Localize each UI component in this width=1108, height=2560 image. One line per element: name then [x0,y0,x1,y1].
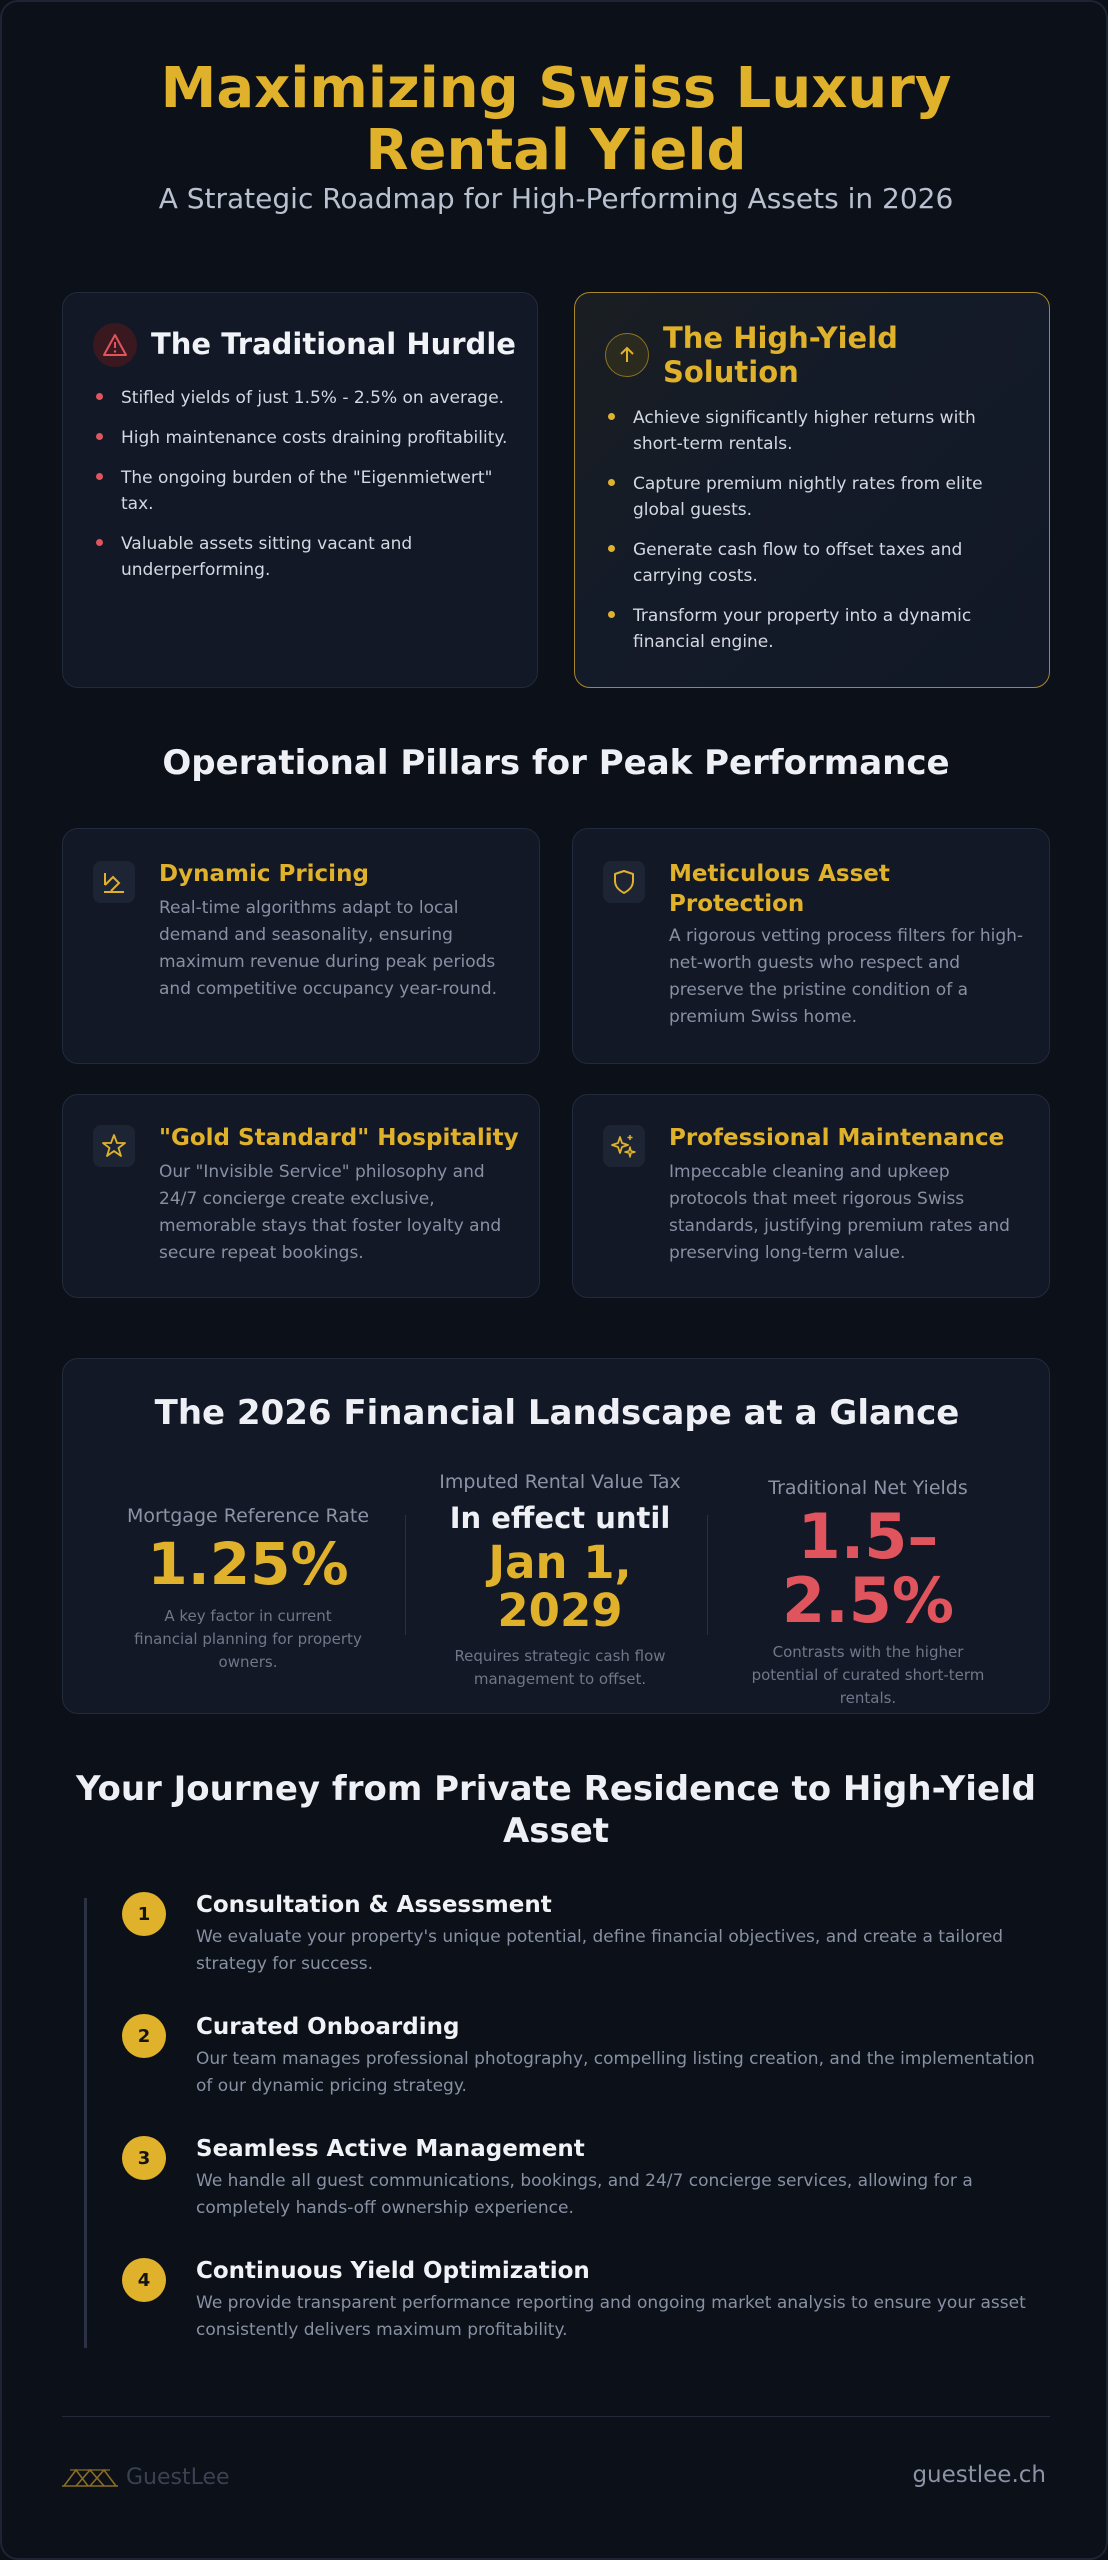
list-item: Capture premium nightly rates from elite global guests. [605,471,1025,523]
page-subtitle: A Strategic Roadmap for High-Performing Assets in 2026 [158,182,954,215]
footer-link[interactable]: guestlee.ch [912,2462,1046,2488]
stat-label: Mortgage Reference Rate [126,1505,370,1527]
sparkle-icon [603,1125,645,1167]
stat-tax [423,1471,697,1691]
pillar-body: A rigorous vetting process filters for high-net-worth guests who respect and preserve the pristine condition of a premium Swiss home. [669,926,1024,1027]
arrow-up-icon [605,333,649,377]
warning-icon [93,323,137,367]
journey-step [122,2136,1042,2236]
stat-label: Traditional Net Yields [768,1477,968,1499]
stat-value-line: 2029 [497,1584,623,1637]
pillar-card-protection [572,828,1050,1064]
stat-yields [723,1477,1013,1710]
step-body: Our team manages professional photography, compelling listing creation, and the implementation of our dynamic pricing strategy. [196,2049,1035,2096]
hurdle-card [62,292,538,688]
stat-label: Imputed Rental Value Tax [439,1471,681,1493]
journey-title [2,1768,1108,1852]
pricing-tag-icon [93,861,135,903]
solution-title: The High-Yield Solution [663,321,898,389]
financial-card [62,1358,1050,1714]
pillar-card-hospitality [62,1094,540,1298]
stat-value-line: Jan 1, [488,1536,632,1589]
step-body: We handle all guest communications, bookings, and 24/7 concierge services, allowing for a completely hands-off ownership experience. [196,2171,973,2218]
title-line-2: Rental Yield [365,118,747,183]
list-item: Achieve significantly higher returns with short-term rentals. [605,405,1025,457]
hurdle-list [93,385,523,597]
pillar-title: Meticulous Asset Protection [669,861,890,917]
step-number: 3 [122,2136,166,2180]
pillar-body: Impeccable cleaning and upkeep protocols that meet rigorous Swiss standards, justifying premium rates and preserving long-term value. [669,1162,1010,1263]
list-item: The ongoing burden of the "Eigenmietwert" tax. [93,465,523,517]
stat-value [423,1536,697,1637]
pillar-title: Dynamic Pricing [159,861,369,887]
stat-value-caption: In effect until [449,1501,671,1535]
footer-brand [62,2464,230,2490]
list-item: Stifled yields of just 1.5% - 2.5% on average. [93,385,523,411]
list-item: Transform your property into a dynamic financial engine. [605,603,1025,655]
solution-card [574,292,1050,688]
step-title: Continuous Yield Optimization [196,2258,590,2284]
pillar-body: Our "Invisible Service" philosophy and 24/7 concierge create exclusive, memorable stays that foster loyalty and secure repeat bookings. [159,1162,502,1263]
financial-title: The 2026 Financial Landscape at a Glance [154,1393,960,1433]
pillar-title: "Gold Standard" Hospitality [159,1125,519,1151]
journey-step [122,2258,1042,2358]
pillars-title: Operational Pillars for Peak Performance [162,743,950,783]
timeline-line [84,1898,87,2348]
hurdle-title: The Traditional Hurdle [151,327,516,361]
stat-value: 1.25% [147,1530,349,1598]
stat-divider [707,1515,708,1635]
step-title: Curated Onboarding [196,2014,460,2040]
stat-value [723,1500,1013,1637]
shield-icon [603,861,645,903]
stat-note: Requires strategic cash flow management to offset. [454,1647,666,1688]
list-item: Valuable assets sitting vacant and underperforming. [93,531,523,583]
list-item: Generate cash flow to offset taxes and carrying costs. [605,537,1025,589]
stat-value-line: 1.5– [797,1500,939,1573]
step-number: 2 [122,2014,166,2058]
journey-title-line-2: Asset [502,1811,610,1851]
pillar-body: Real-time algorithms adapt to local demand and seasonality, ensuring maximum revenue during peak periods and competitive occupancy year-round. [159,898,498,999]
stat-note: A key factor in current financial planning for property owners. [134,1607,362,1671]
step-number: 4 [122,2258,166,2302]
step-title: Consultation & Assessment [196,1892,552,1918]
solution-list [605,405,1025,669]
pillar-card-pricing [62,828,540,1064]
title-line-1: Maximizing Swiss Luxury [160,56,952,121]
step-body: We provide transparent performance reporting and ongoing market analysis to ensure your asset consistently delivers maximum profitability. [196,2293,1026,2340]
footer-divider [62,2416,1050,2417]
journey-step [122,2014,1042,2114]
journey-title-line-1: Your Journey from Private Residence to High-Yield [75,1769,1037,1809]
stat-mortgage [123,1505,373,1674]
step-title: Seamless Active Management [196,2136,585,2162]
brand-logo-icon [62,2464,118,2490]
brand-name: GuestLee [126,2464,230,2490]
step-body: We evaluate your property's unique potential, define financial objectives, and create a tailored strategy for success. [196,1927,1004,1974]
stat-value-line: 2.5% [782,1564,954,1637]
list-item: High maintenance costs draining profitability. [93,425,523,451]
stat-divider [405,1515,406,1635]
stat-note: Contrasts with the higher potential of curated short-term rentals. [751,1643,985,1707]
star-icon [93,1125,135,1167]
page-title [2,58,1108,182]
step-number: 1 [122,1892,166,1936]
journey-step [122,1892,1042,1992]
pillar-card-maintenance [572,1094,1050,1298]
pillar-title: Professional Maintenance [669,1125,1005,1151]
